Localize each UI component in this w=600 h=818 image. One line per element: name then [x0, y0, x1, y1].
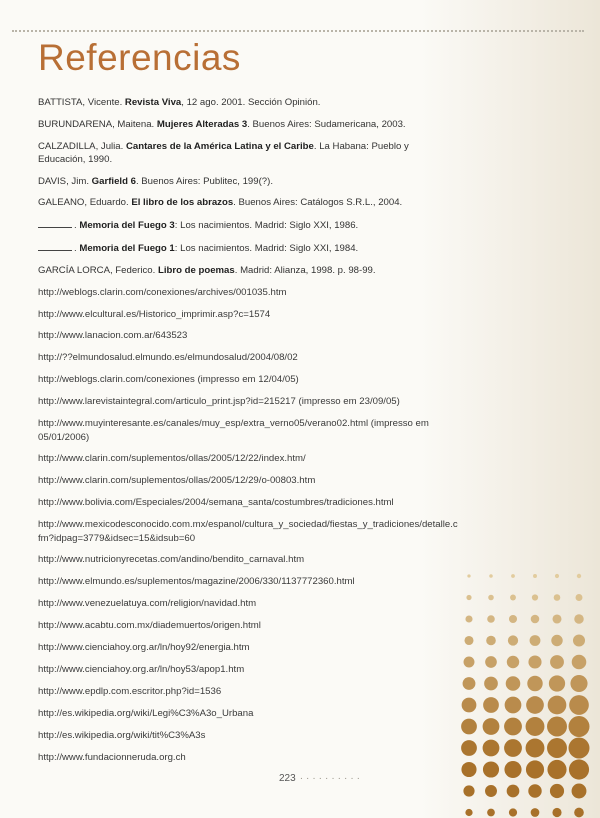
page-footer: [279, 773, 363, 784]
reference-work-title: El libro de los abrazos: [131, 197, 234, 209]
halftone-dot: [467, 574, 470, 577]
halftone-dot: [505, 697, 522, 714]
halftone-dot: [466, 595, 471, 600]
halftone-dot: [462, 698, 477, 713]
halftone-dot: [570, 675, 587, 692]
reference-item: [38, 96, 458, 109]
halftone-dot: [530, 635, 541, 646]
halftone-dot: [576, 594, 583, 601]
reference-url: http://weblogs.clarin.com/conexiones/archives/001035.htm: [38, 286, 287, 298]
reference-work-title: Libro de poemas: [157, 264, 235, 276]
halftone-dot: [547, 760, 566, 779]
halftone-dot: [533, 574, 537, 578]
halftone-dot: [483, 740, 500, 757]
halftone-dot: [510, 595, 516, 601]
reference-item: . Memoria del Fuego 3: Los nacimientos. Madrid: Siglo XXI, 1986.: [38, 218, 458, 232]
halftone-dot: [485, 656, 497, 668]
reference-url: http://www.venezuelatuya.com/religion/navidad.htm: [38, 598, 257, 610]
reference-list: [38, 96, 458, 773]
reference-url: http://www.elcultural.es/Historico_imprimir.asp?c=1574: [38, 308, 271, 320]
halftone-dot: [550, 655, 564, 669]
halftone-dot: [577, 574, 581, 578]
reference-url: http://www.acabtu.com.mx/diademuertos/origen.html: [38, 620, 261, 632]
reference-details: . Madrid: Alianza, 1998. p. 98-99.: [234, 264, 376, 276]
halftone-dot: [507, 785, 520, 798]
halftone-dot: [504, 718, 522, 736]
halftone-dot: [484, 677, 498, 691]
halftone-dot: [526, 696, 544, 714]
reference-author: BURUNDARENA, Maitena.: [38, 118, 157, 130]
halftone-dot: [550, 784, 564, 798]
reference-work-title: Mujeres Alteradas 3: [156, 118, 248, 130]
reference-author: CALZADILLA, Julia.: [38, 140, 126, 152]
page-title: Referencias: [38, 37, 241, 78]
reference-details: : Los nacimientos. Madrid: Siglo XXI, 1986.: [174, 220, 359, 232]
halftone-dot: [528, 784, 541, 797]
reference-details: , 12 ago. 2001. Sección Opinión.: [181, 97, 321, 108]
halftone-dot: [487, 809, 495, 817]
halftone-dot: [461, 719, 477, 735]
halftone-dot: [507, 656, 519, 668]
reference-url: http://es.wikipedia.org/wiki/Legi%C3%A3o_Urbana: [38, 708, 254, 720]
halftone-dot: [569, 716, 590, 737]
reference-work-title: Memoria del Fuego 1: [79, 242, 175, 254]
reference-item: [38, 196, 458, 209]
halftone-dot: [509, 808, 517, 816]
reference-url: http://www.nutricionyrecetas.com/andino/bendito_carnaval.htm: [38, 554, 305, 566]
author-repeat-blank: [38, 241, 72, 251]
reference-item: [38, 175, 458, 188]
reference-author: GARCÍA LORCA, Federico.: [38, 264, 158, 276]
halftone-dot: [483, 761, 499, 777]
halftone-dot: [572, 655, 587, 670]
halftone-dot: [547, 738, 567, 758]
halftone-dot: [547, 717, 567, 737]
reference-details: . Buenos Aires: Sudamericana, 2003.: [247, 118, 406, 130]
reference-work-title: Revista Viva: [124, 97, 182, 108]
reference-details: . Buenos Aires: Publitec, 199(?).: [135, 175, 273, 187]
halftone-dot: [528, 655, 541, 668]
reference-work-title: Memoria del Fuego 3: [79, 220, 175, 232]
reference-details: : Los nacimientos. Madrid: Siglo XXI, 1984.: [174, 242, 359, 254]
reference-url: http://??elmundosalud.elmundo.es/elmundosalud/2004/08/02: [38, 352, 298, 364]
halftone-dot: [504, 739, 522, 757]
halftone-dot: [552, 808, 561, 817]
halftone-dot: [555, 574, 559, 578]
reference-url: http://www.clarin.com/suplementos/ollas/2005/12/29/o-00803.htm: [38, 475, 316, 487]
halftone-dot: [531, 615, 540, 624]
reference-url: http://www.bolivia.com/Especiales/2004/semana_santa/costumbres/tradiciones.html: [38, 497, 394, 509]
reference-item: . Memoria del Fuego 1: Los nacimientos. Madrid: Siglo XXI, 1984.: [38, 241, 458, 255]
halftone-dot: [483, 718, 500, 735]
halftone-dot: [554, 594, 561, 601]
halftone-dot: [549, 675, 565, 691]
halftone-dot: [569, 695, 589, 715]
halftone-dot: [552, 614, 561, 623]
halftone-dot: [464, 636, 473, 645]
reference-author: DAVIS, Jim.: [38, 175, 92, 187]
reference-url: http://www.muyinteresante.es/canales/muy_esp/extra_verno05/verano02.html (impresso em 05/01/2006): [38, 418, 429, 443]
reference-url: http://www.clarin.com/suplementos/ollas/2005/12/22/index.htm/: [38, 453, 306, 465]
halftone-dot: [527, 676, 542, 691]
halftone-dot: [572, 784, 587, 799]
halftone-dot: [509, 615, 517, 623]
halftone-dot: [526, 717, 545, 736]
halftone-dot: [465, 615, 472, 622]
reference-url: http://www.lanacion.com.ar/643523: [38, 330, 188, 342]
halftone-dot: [526, 739, 545, 758]
reference-url: http://www.cienciahoy.org.ar/ln/hoy92/energia.htm: [38, 642, 250, 654]
halftone-dot: [548, 696, 567, 715]
author-repeat-blank: [38, 218, 72, 228]
reference-details: . La Habana: Pueblo y Educación, 1990.: [38, 140, 409, 165]
halftone-dot: [487, 615, 495, 623]
reference-url: http://weblogs.clarin.com/conexiones (impresso em 12/04/05): [38, 374, 299, 386]
halftone-dot: [483, 697, 499, 713]
reference-url: http://es.wikipedia.org/wiki/tit%C3%A3s: [38, 730, 206, 742]
halftone-dot: [463, 785, 474, 796]
halftone-dot: [511, 574, 515, 578]
reference-details: . Buenos Aires: Catálogos S.R.L., 2004.: [233, 197, 403, 209]
reference-url: http://www.larevistaintegral.com/articulo_print.jsp?id=215217 (impresso em 23/09/05): [38, 396, 400, 408]
decorative-dot-pattern: [456, 560, 600, 818]
halftone-dot: [465, 809, 472, 816]
halftone-dot: [461, 762, 476, 777]
halftone-dot: [532, 594, 538, 600]
halftone-dot: [504, 761, 521, 778]
halftone-dot: [574, 614, 584, 624]
reference-item: [38, 118, 458, 131]
reference-author: BATTISTA, Vicente.: [38, 97, 125, 108]
reference-work-title: Cantares de la América Latina y el Caribe: [125, 140, 314, 152]
reference-url: http://www.epdlp.com.escritor.php?id=1536: [38, 686, 222, 698]
footer-dotted-leader: ··········: [299, 773, 363, 784]
halftone-dot: [489, 574, 493, 578]
halftone-dot: [531, 808, 540, 817]
halftone-dot: [573, 634, 585, 646]
reference-author: GALEANO, Eduardo.: [38, 197, 132, 209]
halftone-dot: [506, 676, 521, 691]
halftone-dot: [551, 635, 562, 646]
halftone-dot: [526, 760, 544, 778]
reference-url: http://www.fundacionneruda.org.ch: [38, 752, 186, 764]
halftone-dot: [486, 636, 496, 646]
reference-url: http://www.elmundo.es/suplementos/magazine/2006/330/1137772360.html: [38, 576, 355, 588]
halftone-dot: [508, 635, 518, 645]
reference-item: [38, 140, 458, 166]
halftone-dot: [485, 785, 497, 797]
halftone-dot: [569, 759, 589, 779]
reference-item: [38, 264, 458, 277]
halftone-dot: [488, 595, 494, 601]
halftone-dot: [461, 740, 477, 756]
reference-url: http://www.cienciahoy.org.ar/ln/hoy53/apop1.htm: [38, 664, 245, 676]
halftone-dot: [569, 738, 590, 759]
halftone-dot: [463, 677, 476, 690]
reference-work-title: Garfield 6: [91, 175, 136, 187]
reference-url: http://www.mexicodesconocido.com.mx/espanol/cultura_y_sociedad/fiestas_y_tradiciones/detalle.cfm?idpag=3779&idsec=15&idsub=60: [38, 519, 458, 544]
halftone-dot: [464, 657, 475, 668]
halftone-dot: [574, 808, 584, 818]
top-dotted-rule: [12, 30, 584, 32]
page-number: 223: [279, 773, 296, 784]
